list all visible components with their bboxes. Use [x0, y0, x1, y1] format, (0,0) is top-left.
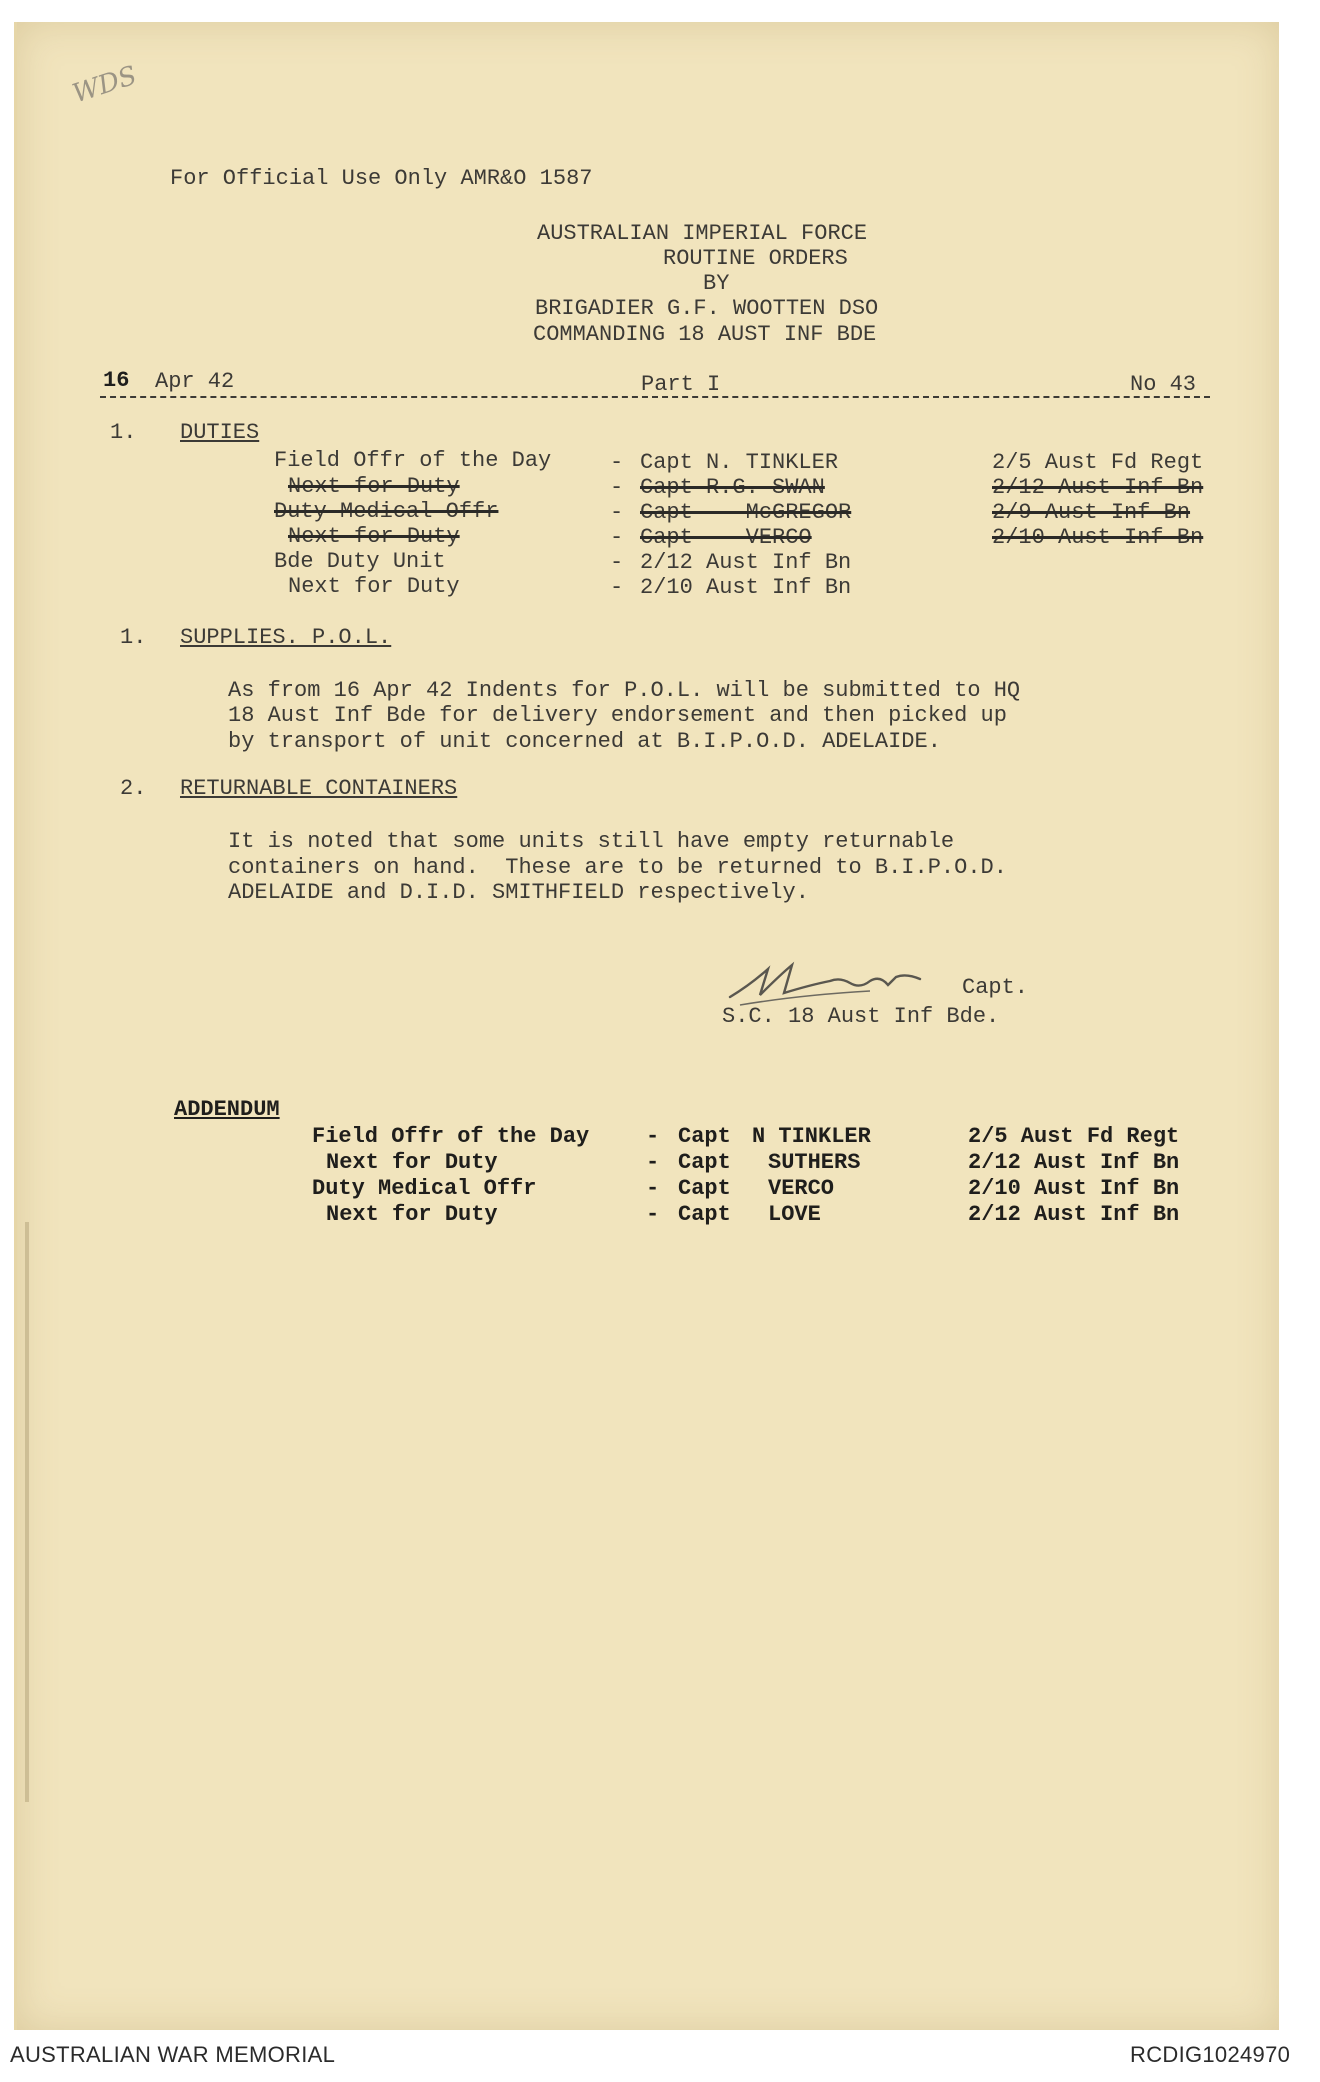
- addendum-dash: -: [646, 1176, 660, 1201]
- duty-unit: 2/5 Aust Fd Regt: [992, 450, 1204, 475]
- addendum-rank: Capt: [678, 1176, 731, 1201]
- duty-name: 2/12 Aust Inf Bn: [640, 550, 852, 575]
- addendum-unit: 2/12 Aust Inf Bn: [968, 1150, 1180, 1175]
- duty-role: Next for Duty: [288, 574, 460, 599]
- containers-text-line: It is noted that some units still have empty returnable: [228, 829, 955, 854]
- signature-title: S.C. 18 Aust Inf Bde.: [722, 1004, 1000, 1029]
- duty-role-struck: Next for Duty: [288, 524, 460, 549]
- containers-title: RETURNABLE CONTAINERS: [180, 776, 458, 801]
- duty-role-struck: Duty Medical Offr: [274, 499, 499, 524]
- duty-dash: -: [610, 500, 624, 525]
- addendum-role: Next for Duty: [326, 1202, 498, 1227]
- duty-name-struck: Capt R.G. SWAN: [640, 475, 825, 500]
- addendum-unit: 2/10 Aust Inf Bn: [968, 1176, 1180, 1201]
- order-number: No 43: [1130, 372, 1197, 397]
- containers-num: 2.: [120, 776, 147, 801]
- duty-dash: -: [610, 575, 624, 600]
- heading-line-4: BRIGADIER G.F. WOOTTEN DSO: [535, 296, 879, 321]
- official-use-line: For Official Use Only AMR&O 1587: [170, 166, 593, 191]
- addendum-name: SUTHERS: [768, 1150, 861, 1175]
- addendum-unit: 2/12 Aust Inf Bn: [968, 1202, 1180, 1227]
- addendum-name: LOVE: [768, 1202, 821, 1227]
- containers-text-line: ADELAIDE and D.I.D. SMITHFIELD respectively.: [228, 880, 809, 905]
- addendum-rank: Capt: [678, 1124, 731, 1149]
- duty-role: Field Offr of the Day: [274, 448, 552, 473]
- duty-name-struck: Capt McGREGOR: [640, 500, 852, 525]
- addendum-name: N TINKLER: [752, 1124, 871, 1149]
- supplies-text-line: 18 Aust Inf Bde for delivery endorsement and then picked up: [228, 703, 1007, 728]
- addendum-name: VERCO: [768, 1176, 835, 1201]
- footer-record-id: RCDIG1024970: [1130, 2042, 1291, 2067]
- order-date: Apr 42: [155, 369, 235, 394]
- duty-name: 2/10 Aust Inf Bn: [640, 575, 852, 600]
- addendum-role: Duty Medical Offr: [312, 1176, 537, 1201]
- addendum-unit: 2/5 Aust Fd Regt: [968, 1124, 1180, 1149]
- duty-unit-struck: 2/9 Aust Inf Bn: [992, 500, 1191, 525]
- heading-line-3: BY: [703, 271, 730, 296]
- duty-unit-struck: 2/10 Aust Inf Bn: [992, 525, 1204, 550]
- duty-dash: -: [610, 475, 624, 500]
- supplies-text-line: As from 16 Apr 42 Indents for P.O.L. will be submitted to HQ: [228, 678, 1021, 703]
- order-day: 16: [103, 368, 130, 393]
- pencil-annotation: WDS: [68, 60, 141, 110]
- heading-line-1: AUSTRALIAN IMPERIAL FORCE: [537, 221, 868, 246]
- signature-rank: Capt.: [962, 975, 1029, 1000]
- duty-dash: -: [610, 550, 624, 575]
- duties-num: 1.: [110, 420, 137, 445]
- supplies-text-line: by transport of unit concerned at B.I.P.O.D. ADELAIDE.: [228, 729, 941, 754]
- supplies-title: SUPPLIES. P.O.L.: [180, 625, 392, 650]
- addendum-dash: -: [646, 1124, 660, 1149]
- containers-text-line: containers on hand. These are to be returned to B.I.P.O.D.: [228, 855, 1007, 880]
- addendum-rank: Capt: [678, 1150, 731, 1175]
- addendum-rank: Capt: [678, 1202, 731, 1227]
- addendum-title: ADDENDUM: [174, 1097, 280, 1122]
- supplies-num: 1.: [120, 625, 147, 650]
- addendum-dash: -: [646, 1150, 660, 1175]
- addendum-role: Next for Duty: [326, 1150, 498, 1175]
- footer-institution: AUSTRALIAN WAR MEMORIAL: [10, 2042, 336, 2067]
- duty-dash: -: [610, 525, 624, 550]
- duty-dash: -: [610, 450, 624, 475]
- duty-name: Capt N. TINKLER: [640, 450, 839, 475]
- addendum-role: Field Offr of the Day: [312, 1124, 590, 1149]
- duty-role-struck: Next for Duty: [288, 474, 460, 499]
- addendum-dash: -: [646, 1202, 660, 1227]
- duties-title: DUTIES: [180, 420, 260, 445]
- order-part: Part I: [641, 372, 721, 397]
- heading-line-5: COMMANDING 18 AUST INF BDE: [533, 322, 877, 347]
- duty-name-struck: Capt VERCO: [640, 525, 812, 550]
- duty-unit-struck: 2/12 Aust Inf Bn: [992, 475, 1204, 500]
- duty-role: Bde Duty Unit: [274, 549, 446, 574]
- heading-line-2: ROUTINE ORDERS: [663, 246, 848, 271]
